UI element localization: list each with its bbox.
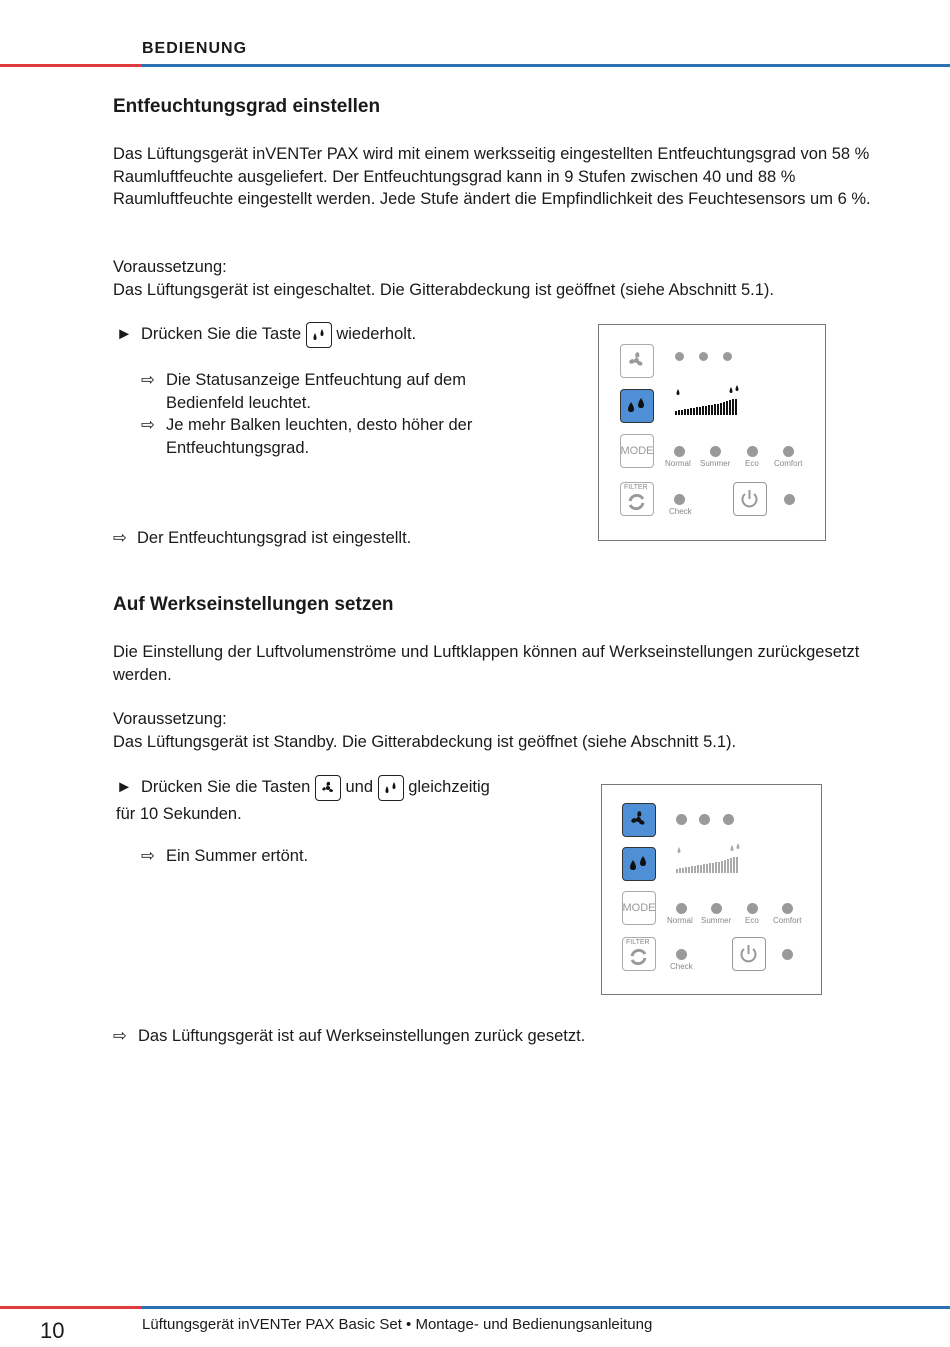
- check-label: Check: [669, 507, 692, 516]
- control-panel-2: [601, 784, 822, 995]
- mode-normal-led: [676, 903, 687, 914]
- check-label: Check: [670, 962, 693, 971]
- step2-text-post: gleichzeitig für 10 Sekunden.: [116, 778, 490, 823]
- filter-label: FILTER: [624, 484, 648, 491]
- result-arrow-icon: ⇨: [113, 1027, 127, 1045]
- mode-eco-led: [747, 446, 758, 457]
- mode-eco-label: Eco: [745, 459, 759, 468]
- mode-summer-label: Summer: [700, 459, 731, 468]
- power-icon: [733, 938, 764, 969]
- mode-comfort-label: Comfort: [774, 459, 803, 468]
- droplets-icon: [623, 848, 654, 879]
- mode-summer-led: [710, 446, 721, 457]
- header-rule-blue: [142, 64, 950, 67]
- filter-check-led: [676, 949, 687, 960]
- section2-req-label: Voraussetzung:: [113, 710, 227, 728]
- fan-level-1-led: [675, 352, 684, 361]
- section1-result1: Die Statusanzeige Entfeuchtung auf dem Bedienfeld leuchtet.: [166, 371, 466, 412]
- step-text-pre: Drücken Sie die Taste: [140, 325, 302, 343]
- power-led: [782, 949, 793, 960]
- arrow-right-icon: ►: [116, 325, 133, 343]
- mode-comfort-label: Comfort: [773, 916, 802, 925]
- filter-button[interactable]: [622, 937, 656, 971]
- mode-comfort-led: [782, 903, 793, 914]
- fan-level-3-led: [723, 814, 734, 825]
- fan-level-3-led: [723, 352, 732, 361]
- header-rule-red: [0, 64, 142, 67]
- section1-final: Der Entfeuchtungsgrad ist eingestellt.: [137, 529, 412, 547]
- section2-step: [116, 774, 496, 827]
- dehumidify-button[interactable]: [620, 389, 654, 423]
- result-arrow-icon: ⇨: [141, 416, 155, 434]
- mode-normal-led: [674, 446, 685, 457]
- step-text-post: wiederholt.: [336, 325, 417, 343]
- mode-eco-label: Eco: [745, 916, 759, 925]
- fan-level-2-led: [699, 352, 708, 361]
- mode-comfort-led: [783, 446, 794, 457]
- result-arrow-icon: ⇨: [141, 371, 155, 389]
- section2-title: Auf Werkseinstellungen setzen: [113, 594, 394, 615]
- mode-summer-label: Summer: [701, 916, 732, 925]
- footer-rule-red: [0, 1306, 142, 1309]
- mode-normal-label: Normal: [667, 916, 693, 925]
- arrow-right-icon: ►: [116, 778, 133, 796]
- mode-normal-label: Normal: [665, 459, 691, 468]
- section2-intro: Die Einstellung der Luftvolumenströme und Luftklappen können auf Werkseinstellungen zurückgesetzt werden.: [113, 643, 860, 684]
- filter-button[interactable]: [620, 482, 654, 516]
- section1-title: Entfeuchtungsgrad einstellen: [113, 96, 381, 117]
- step2-text-mid: und: [345, 778, 374, 796]
- dehumidify-button[interactable]: [622, 847, 656, 881]
- page-number: 10: [40, 1318, 65, 1343]
- dehumidification-level-bars: [674, 843, 744, 875]
- power-led: [784, 494, 795, 505]
- mode-button[interactable]: MODE: [620, 434, 654, 468]
- filter-label: FILTER: [626, 939, 650, 946]
- section1-req-label: Voraussetzung:: [113, 258, 227, 276]
- dehumidify-key-icon: [378, 775, 404, 801]
- fan-button[interactable]: [620, 344, 654, 378]
- section2-req-text: Das Lüftungsgerät ist Standby. Die Gitterabdeckung ist geöffnet (siehe Abschnitt 5.1).: [113, 733, 737, 751]
- footer-rule-blue: [142, 1306, 950, 1309]
- dehumidification-level-bars: [673, 385, 743, 417]
- footer-doc-title: Lüftungsgerät inVENTer PAX Basic Set • Montage- und Bedienungsanleitung: [142, 1316, 653, 1333]
- result-arrow-icon: ⇨: [113, 529, 127, 547]
- power-icon: [734, 483, 765, 514]
- fan-icon: [623, 804, 654, 835]
- mode-button[interactable]: MODE: [622, 891, 656, 925]
- section2-final: Das Lüftungsgerät ist auf Werkseinstellungen zurück gesetzt.: [138, 1027, 586, 1045]
- fan-button[interactable]: [622, 803, 656, 837]
- mode-eco-led: [747, 903, 758, 914]
- power-button[interactable]: [733, 482, 767, 516]
- fan-key-icon: [315, 775, 341, 801]
- dehumidify-key-icon: [306, 322, 332, 348]
- fan-level-1-led: [676, 814, 687, 825]
- section1-result2: Je mehr Balken leuchten, desto höher der Entfeuchtungsgrad.: [166, 416, 473, 457]
- section1-intro: Das Lüftungsgerät inVENTer PAX wird mit einem werksseitig eingestellten Entfeuchtungsgrad von 58 % Raumluftfeuchte ausgeliefert. Der Entfeuchtungsgrad kann in 9 Stufen zwischen 40 und 88 % Raumluftfeuchte eingestellt werden. Jede Stufe ändert die Empfindlichkeit des Feuchtesensors um 6 %.: [113, 145, 871, 208]
- fan-level-2-led: [699, 814, 710, 825]
- result-arrow-icon: ⇨: [141, 847, 155, 865]
- control-panel-1: [598, 324, 826, 541]
- power-button[interactable]: [732, 937, 766, 971]
- mode-summer-led: [711, 903, 722, 914]
- droplets-icon: [621, 390, 652, 421]
- filter-check-led: [674, 494, 685, 505]
- section1-step: [116, 321, 416, 348]
- step2-text-pre: Drücken Sie die Tasten: [140, 778, 311, 796]
- section2-result1: Ein Summer ertönt.: [166, 847, 309, 865]
- section1-req-text: Das Lüftungsgerät ist eingeschaltet. Die Gitterabdeckung ist geöffnet (siehe Abschnitt 5.1).: [113, 281, 774, 299]
- section-header: BEDIENUNG: [142, 40, 248, 57]
- fan-icon: [621, 345, 652, 376]
